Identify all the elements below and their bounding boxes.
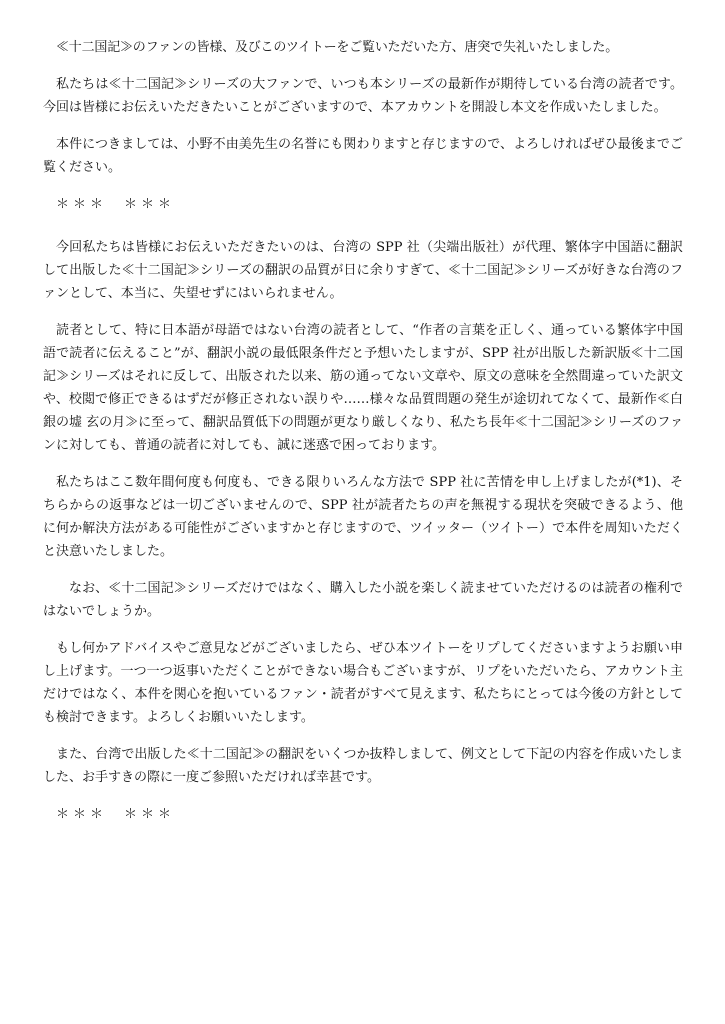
section-separator: ＊＊＊ ＊＊＊ [56,807,176,822]
paragraph-request: 本件につきましては、小野不由美先生の名誉にも関わりますと存じますので、よろしければぜひ最後までご覧ください。 [43,137,683,175]
paragraph-quality-problems: 読者として、特に日本語が母語ではない台湾の読者として、“作者の言葉を正しく、通っている繁体字中国語で読者に伝えること”が、翻訳小説の最低限条件だと予想いたしますが、SPP 社が出版した新訳版≪十二国記≫シリーズはそれに反して、出版された以来、筋の通ってない文章や、原文の意味を全然間違っていた訳文や、校閲で修正できるはずだが修正されない誤りや……様々な品質問題の発生が途切れてなくて、最新作≪白銀の墟 玄の月≫に至って、翻訳品質低下の問題が更なり厳しくなり、私たち長年≪十二国記≫シリーズのファンに対しても、普通の読者に対しても、誠に迷惑で困っております。 [43,323,683,453]
paragraph-reader-rights: なお、≪十二国記≫シリーズだけではなく、購入した小説を楽しく読ませていただけるのは読者の権利ではないでしょうか。 [43,581,683,619]
paragraph-greeting: ≪十二国記≫のファンの皆様、及びこのツイトーをご覧いただいた方、唐突で失礼いたしました。 [56,40,619,55]
paragraph-examples: また、台湾で出版した≪十二国記≫の翻訳をいくつか抜粋しまして、例文として下記の内容を作成いたしました、お手すきの際に一度ご参照いただければ幸甚です。 [43,747,683,785]
paragraph-issue: 今回私たちは皆様にお伝えいただきたいのは、台湾の SPP 社（尖端出版社）が代理、繁体字中国語に翻訳して出版した≪十二国記≫シリーズの翻訳の品質が日に余りすぎて、≪十二国記≫シリーズが好きな台湾のファンとして、本当に、失望せずにはいられません。 [43,240,683,301]
document-page [43,36,683,846]
section-separator: ＊＊＊ ＊＊＊ [56,197,176,212]
paragraph-complaints: 私たちはここ数年間何度も何度も、できる限りいろんな方法で SPP 社に苦情を申し上げましたが(*1)、そちらからの返事などは一切ございませんので、SPP 社が読者たちの声を無視する現状を突破できるよう、他に何か解決方法がある可能性がございますかと存じますので、ツイッター（ツイトー）で本件を周知いただくと決意いたしました。 [43,475,683,559]
paragraph-intro: 私たちは≪十二国記≫シリーズの大ファンで、いつも本シリーズの最新作が期待している台湾の読者です。今回は皆様にお伝えいただきたいことがございますので、本アカウントを開設し本文を作成いたしました。 [43,77,683,115]
paragraph-advice: もし何かアドバイスやご意見などがございましたら、ぜひ本ツイトーをリプしてくださいますようお願い申し上げます。一つ一つ返事いただくことができない場合もございますが、リプをいただいたら、アカウント主だけではなく、本件を関心を抱いているファン・読者がすべて見えます、私たちにとっては今後の方針としても検討できます。よろしくお願いいたします。 [43,641,683,725]
